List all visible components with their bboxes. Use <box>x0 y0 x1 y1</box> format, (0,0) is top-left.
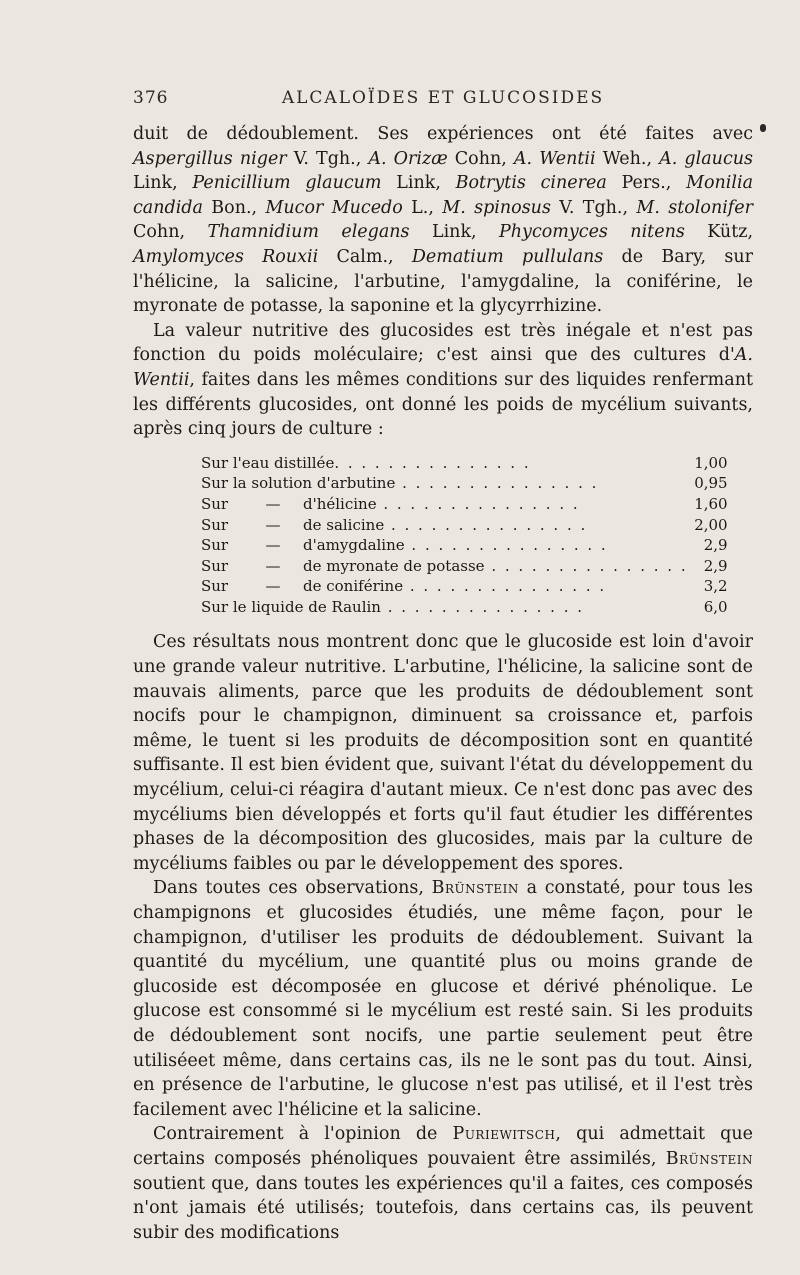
row-value: 1,60 <box>694 494 728 513</box>
ditto-dash: — <box>265 515 281 534</box>
paragraph-4 <box>133 876 753 1122</box>
author-name: Puriewitsch <box>452 1124 556 1145</box>
row-value: 6,0 <box>703 597 728 616</box>
species-name: Penicillium glaucum <box>192 173 382 194</box>
running-title: ALCALOÏDES ET GLUCOSIDES <box>281 88 605 108</box>
row-label: Sur le liquide de Raulin <box>201 597 381 616</box>
dot-leader: . . . . . . . . . . . . . . . <box>334 453 531 472</box>
row-label: d'amygdaline <box>303 536 405 555</box>
author-name: Brünstein <box>431 878 519 899</box>
species-name: Phycomyces nitens <box>499 222 685 243</box>
text: Contrairement à l'opinion de <box>153 1124 453 1145</box>
table-row <box>201 597 728 618</box>
dot-leader: . . . . . . . . . . . . . . . <box>403 577 607 596</box>
species-name: Botrytis cinerea <box>455 173 607 194</box>
text: , qui admettait que certains composés phénoliques pouvaient être assimilés, <box>133 1124 753 1169</box>
row-label: de myronate de potasse <box>303 556 485 575</box>
species-name: M. spinosus <box>442 197 551 218</box>
row-prefix: Sur <box>201 494 229 513</box>
table-row <box>201 494 728 515</box>
paragraph-1 <box>133 122 753 319</box>
species-name: A. glaucus <box>659 148 753 169</box>
row-label: Sur l'eau distillée <box>201 453 335 472</box>
row-label: de coniférine <box>303 577 404 596</box>
text: Link, <box>409 222 500 243</box>
species-name: A. Orizæ <box>368 148 448 169</box>
text: L., <box>402 197 443 218</box>
species-name: A. Wentii <box>513 148 596 169</box>
text: Bon., <box>202 197 266 218</box>
dot-leader: . . . . . . . . . . . . . . . <box>384 515 588 534</box>
species-name: M. stolonifer <box>636 197 754 218</box>
text: La valeur nutritive des glucosides est très inégale et n'est pas fonction du poids moléculaire; c'est ainsi que des cultures d' <box>133 320 753 366</box>
author-name: Brünstein <box>665 1148 753 1169</box>
dot-leader: . . . . . . . . . . . . . . . <box>395 474 599 493</box>
ditto-dash: — <box>265 556 281 575</box>
dot-leader: . . . . . . . . . . . . . . . <box>380 597 585 616</box>
row-label: de salicine <box>303 515 385 534</box>
species-name: Mucor Mucedo <box>265 197 403 218</box>
ink-speck <box>760 124 766 132</box>
text: Cohn, <box>447 148 514 169</box>
text: V. Tgh., <box>286 148 369 169</box>
row-prefix: Sur <box>201 515 229 534</box>
text: soutient que, dans toutes les expériences qu'il a faites, ces composés n'ont jamais été utilisés; toutefois, dans certains cas, ils peuvent subir des modifications <box>133 1173 753 1243</box>
row-value: 1,00 <box>694 453 728 472</box>
page-number: 376 <box>133 88 169 108</box>
text: Kütz, <box>684 222 754 243</box>
row-value: 2,9 <box>703 556 728 575</box>
text: duit de dédoublement. Ses expériences ont été faites avec <box>133 124 753 144</box>
dot-leader: . . . . . . . . . . . . . . . <box>484 556 688 575</box>
species-name: Monilia candida <box>133 173 754 218</box>
paragraph-2 <box>133 319 753 442</box>
text: Pers., <box>606 173 687 194</box>
dot-leader: . . . . . . . . . . . . . . . <box>376 494 580 513</box>
species-name: A. Wentii <box>133 345 753 390</box>
row-label: Sur la solution d'arbutine <box>201 474 396 493</box>
row-prefix: Sur <box>201 556 229 575</box>
text: Weh., <box>595 148 660 169</box>
paragraph-5 <box>133 1122 753 1245</box>
row-prefix: Sur <box>201 536 229 555</box>
text: Link, <box>133 173 193 194</box>
species-name: Thamnidium elegans <box>207 222 410 243</box>
ditto-dash: — <box>265 536 281 555</box>
ditto-dash: — <box>265 494 281 513</box>
text: de Bary, sur l'hélicine, la salicine, l'arbutine, l'amygdaline, la coniférine, le myronate de potasse, la saponine et la glycyrrhizine. <box>133 246 753 317</box>
row-value: 3,2 <box>703 577 728 596</box>
species-name: Amylomyces Rouxii <box>133 246 319 267</box>
text: Link, <box>381 173 456 194</box>
results-table <box>201 453 728 618</box>
species-name: Dematium pullulans <box>411 246 604 267</box>
table-row <box>201 556 728 577</box>
table-row <box>201 515 728 536</box>
table-row <box>201 473 728 494</box>
page-body <box>133 122 753 1245</box>
species-name: Aspergillus niger <box>133 148 287 169</box>
text: a constaté, pour tous les champignons et glucosides étudiés, une même façon, pour le champignon, d'utiliser les produits de dédoublement. Suivant la quantité du mycélium, une quantité plus ou moins grande de glucoside est décomposée en glucose et dérivé phénolique. Le glucose est consommé si le mycélium est resté sain. Si les produits de dédoublement sont nocifs, une partie seulement peut être utiliséeet même, dans certains cas, ils ne le sont pas du tout. Ainsi, en présence de l'arbutine, le glucose n'est pas utilisé, et il l'est très facilement avec l'hélicine et la salicine. <box>133 878 753 1120</box>
text: Cohn, <box>133 222 208 243</box>
text: Calm., <box>318 246 412 267</box>
table-row <box>201 576 728 597</box>
text: , faites dans les mêmes conditions sur des liquides renfermant les différents glucosides, ont donné les poids de mycélium suivants, après cinq jours de culture : <box>133 369 753 440</box>
table-row <box>201 535 728 556</box>
text: V. Tgh., <box>550 197 637 218</box>
row-value: 2,00 <box>694 515 728 534</box>
text: Dans toutes ces observations, <box>153 878 432 899</box>
row-value: 2,9 <box>703 536 728 555</box>
row-value: 0,95 <box>694 474 728 493</box>
table-row <box>201 453 728 474</box>
row-prefix: Sur <box>201 577 229 596</box>
paragraph-3: Ces résultats nous montrent donc que le glucoside est loin d'avoir une grande valeur nutritive. L'arbutine, l'hélicine, la salicine sont de mauvais aliments, parce que les produits de dédoublement sont nocifs pour le champignon, diminuent sa croissance et, parfois même, le tuent si les produits de décomposition sont en quantité suffisante. Il est bien évident que, suivant l'état du développement du mycélium, celui-ci réagira d'autant mieux. Ce n'est donc pas avec des mycéliums bien développés et forts qu'il faut étudier les différentes phases de la décomposition des glucosides, mais par la culture de mycéliums faibles ou par le développement des spores. <box>133 632 753 874</box>
row-label: d'hélicine <box>303 494 377 513</box>
ditto-dash: — <box>265 577 281 596</box>
dot-leader: . . . . . . . . . . . . . . . <box>404 536 608 555</box>
